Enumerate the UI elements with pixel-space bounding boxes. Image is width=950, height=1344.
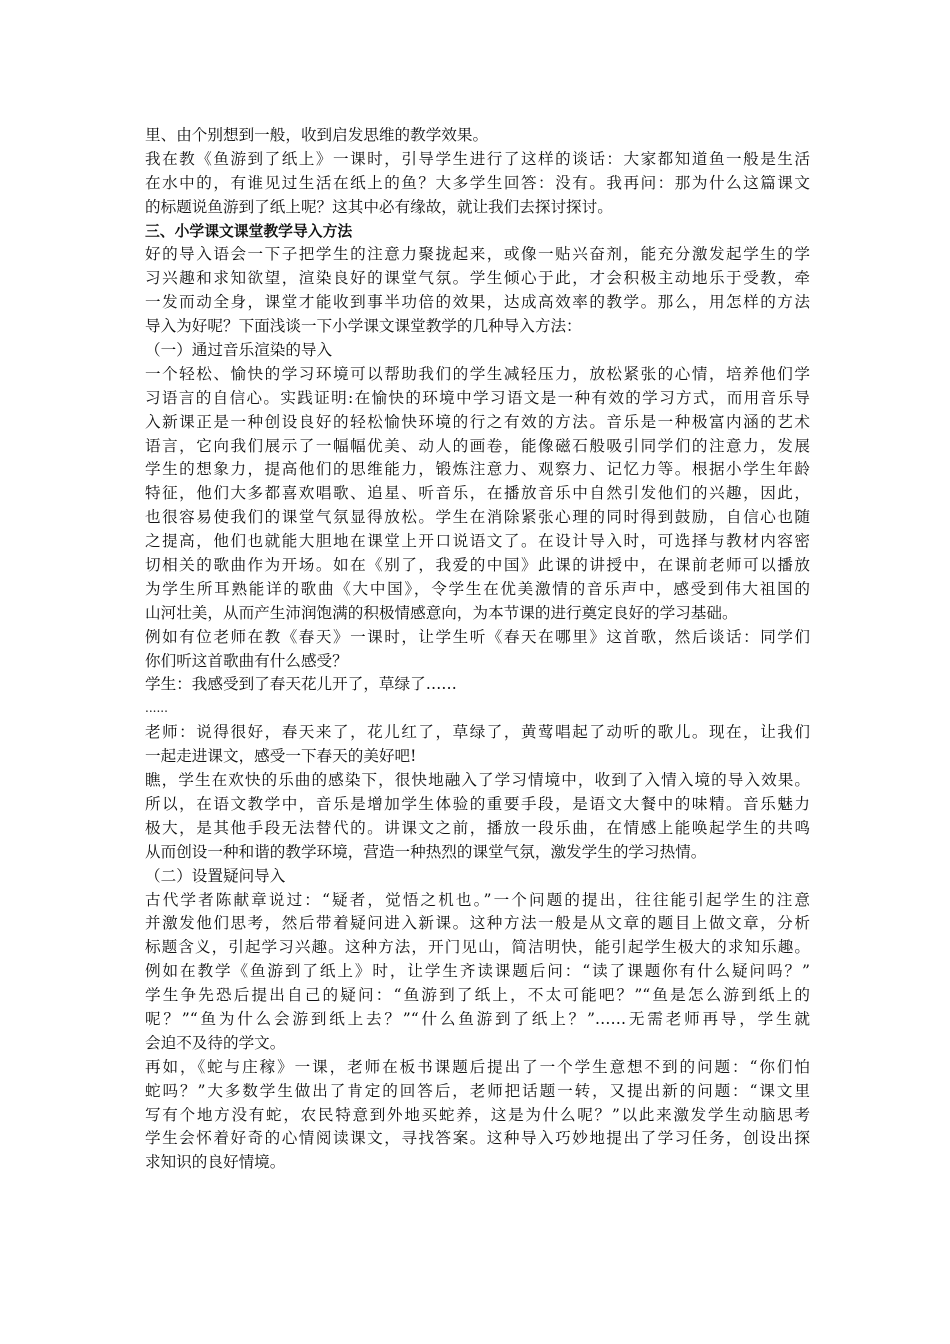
text-line: 的标题说鱼游到了纸上呢？这其中必有缘故，就让我们去探讨探讨。	[145, 197, 613, 216]
text-line: （二）设置疑问导入	[145, 866, 286, 885]
text-line: 里、由个别想到一般，收到启发思维的教学效果。	[145, 126, 489, 144]
text-line: 再如，《蛇与庄稼》一课，老师在板书课题后提出了一个学生意想不到的问题：“你们怕	[145, 1057, 810, 1076]
text-line: 语言，它向我们展示了一幅幅优美、动人的画卷，能像磁石般吸引同学们的注意力，发展	[145, 436, 810, 455]
text-line: 蛇吗？”大多数学生做出了肯定的回答后，老师把话题一转，又提出新的问题：“课文里	[145, 1081, 810, 1100]
section-heading: 三、小学课文课堂教学导入方法	[145, 222, 353, 240]
text-line: 一个轻松、愉快的学习环境可以帮助我们的学生减轻压力，放松紧张的心情，培养他们学	[145, 364, 810, 383]
text-line: 求知识的良好情境。	[145, 1153, 286, 1172]
text-line: 例如有位老师在教《春天》一课时，让学生听《春天在哪里》这首歌，然后谈话：同学们	[145, 627, 810, 646]
text-line: ......	[145, 701, 168, 716]
text-line: 切相关的歌曲作为开场。如在《别了，我爱的中国》此课的讲授中，在课前老师可以播放	[145, 556, 810, 575]
text-line: 所以，在语文教学中，音乐是增加学生体验的重要手段，是语文大餐中的味精。音乐魅力	[145, 794, 810, 813]
text-line: 在水中的，有谁见过生活在纸上的鱼？大多学生回答：没有。我再问：那为什么这篇课文	[145, 173, 810, 192]
text-line: 入新课正是一种创设良好的轻松愉快环境的行之有效的方法。音乐是一种极富内涵的艺术	[145, 412, 810, 431]
text-line: 标题含义，引起学习兴趣。这种方法，开门见山，简洁明快，能引起学生极大的求知乐趣。	[145, 938, 810, 957]
text-line: 一发而动全身，课堂才能收到事半功倍的效果，达成高效率的教学。那么，用怎样的方法	[145, 293, 810, 312]
text-line: 学生的想象力，提高他们的思维能力，锻炼注意力、观察力、记忆力等。根据小学生年龄	[145, 460, 810, 479]
text-line: 会迫不及待的学文。	[145, 1033, 286, 1052]
text-line: 习语言的自信心。实践证明:在愉快的环境中学习语文是一种有效的学习方式，而用音乐导	[145, 388, 810, 407]
text-line: 特征，他们大多都喜欢唱歌、追星、听音乐，在播放音乐中自然引发他们的兴趣，因此，	[145, 484, 810, 503]
text-line: 习兴趣和求知欲望，渲染良好的课堂气氛。学生倾心于此，才会积极主动地乐于受教，牵	[145, 269, 810, 288]
text-line: 从而创设一种和谐的教学环境，营造一种热烈的课堂气氛，激发学生的学习热情。	[145, 842, 707, 861]
text-line: 为学生所耳熟能详的歌曲《大中国》，令学生在优美激情的音乐声中，感受到伟大祖国的	[145, 579, 810, 598]
text-line: 我在教《鱼游到了纸上》一课时，引导学生进行了这样的谈话：大家都知道鱼一般是生活	[145, 149, 810, 168]
text-line: 山河壮美，从而产生沛润饱满的积极情感意向，为本节课的进行奠定良好的学习基础。	[145, 603, 738, 622]
text-line: 瞧，学生在欢快的乐曲的感染下，很快地融入了学习情境中，收到了入情入境的导入效果。	[145, 771, 810, 790]
text-line: 也很容易使我们的课堂气氛显得放松。学生在消除紧张心理的同时得到鼓励，自信心也随	[145, 508, 810, 527]
text-line: 好的导入语会一下子把学生的注意力聚拢起来，或像一贴兴奋剂，能充分激发起学生的学	[145, 245, 810, 264]
text-line: 呢？”“鱼为什么会游到纸上去？”“什么鱼游到了纸上？”……无需老师再导，学生就	[145, 1009, 810, 1028]
text-line: 你们听这首歌曲有什么感受？	[145, 651, 348, 670]
text-line: 学生争先恐后提出自己的疑问：“鱼游到了纸上，不太可能吧？”“鱼是怎么游到纸上的	[145, 986, 810, 1005]
text-line: 极大，是其他手段无法替代的。讲课文之前，播放一段乐曲，在情感上能唤起学生的共鸣	[145, 818, 810, 837]
text-line: 学生：我感受到了春天花儿开了，草绿了……	[145, 675, 457, 694]
text-line: 写有个地方没有蛇，农民特意到外地买蛇养，这是为什么呢？”以此来激发学生动脑思考	[145, 1105, 810, 1124]
text-line: 之提高，他们也就能大胆地在课堂上开口说语文了。在设计导入时，可选择与教材内容密	[145, 532, 810, 551]
text-line: 导入为好呢？下面浅谈一下小学课文课堂教学的几种导入方法：	[145, 317, 582, 336]
text-line: 一起走进课文，感受一下春天的美好吧!	[145, 747, 417, 766]
text-line: 古代学者陈献章说过：“疑者，觉悟之机也。”一个问题的提出，往往能引起学生的注意	[145, 890, 810, 909]
text-line: 并激发他们思考，然后带着疑问进入新课。这种方法一般是从文章的题目上做文章，分析	[145, 914, 810, 933]
text-line: 例如在教学《鱼游到了纸上》时，让学生齐读课题后问：“读了课题你有什么疑问吗？”	[145, 962, 810, 981]
text-line: 老师：说得很好，春天来了，花儿红了，草绿了，黄莺唱起了动听的歌儿。现在，让我们	[145, 723, 810, 742]
document-page	[145, 124, 810, 1175]
text-line: 学生会怀着好奇的心情阅读课文，寻找答案。这种导入巧妙地提出了学习任务，创设出探	[145, 1129, 810, 1148]
text-line: （一）通过音乐渲染的导入	[145, 341, 333, 360]
